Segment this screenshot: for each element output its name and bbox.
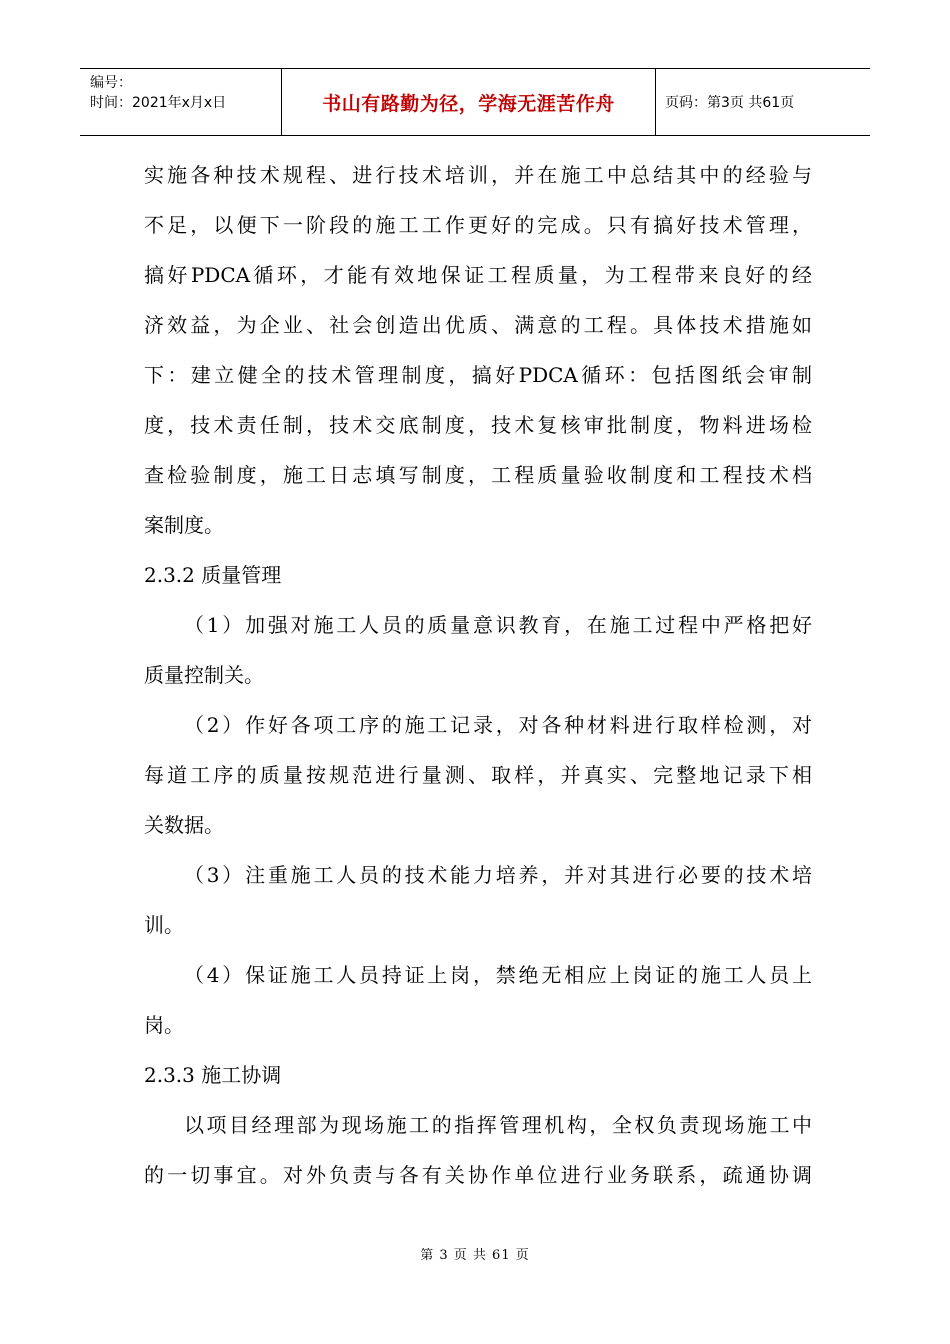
- header-meta-cell: [80, 69, 282, 135]
- text-line: 案制度。: [144, 513, 224, 537]
- text-line: 质量控制关。: [144, 663, 264, 687]
- text-line: 关数据。: [144, 813, 224, 837]
- text-line: 度，技术责任制，技术交底制度，技术复核审批制度，物料进场检: [144, 413, 812, 437]
- section-heading: 2.3.3 施工协调: [144, 1063, 282, 1087]
- text-line: （3）注重施工人员的技术能力培养，并对其进行必要的技术培: [184, 863, 812, 887]
- text-line: 每道工序的质量按规范进行量测、取样，并真实、完整地记录下相: [144, 763, 812, 787]
- number-label: 编号：: [90, 75, 132, 91]
- section-heading: 2.3.2 质量管理: [144, 563, 282, 587]
- page-footer: 第 3 页 共 61 页: [420, 1248, 530, 1263]
- text-line: （4）保证施工人员持证上岗，禁绝无相应上岗证的施工人员上: [184, 963, 812, 987]
- text-line: （2）作好各项工序的施工记录，对各种材料进行取样检测，对: [184, 713, 812, 737]
- text-line: （1）加强对施工人员的质量意识教育，在施工过程中严格把好: [184, 613, 812, 637]
- text-line: 训。: [144, 913, 184, 937]
- text-line: 济效益，为企业、社会创造出优质、满意的工程。具体技术措施如: [144, 313, 812, 337]
- time-label: 时间：2021年x月x日: [90, 95, 227, 111]
- text-line: 不足，以便下一阶段的施工工作更好的完成。只有搞好技术管理，: [144, 213, 812, 237]
- text-line: 实施各种技术规程、进行技术培训，并在施工中总结其中的经验与: [144, 163, 812, 187]
- body-text: [144, 150, 812, 1200]
- header-motto: 书山有路勤为径，学海无涯苦作舟: [282, 69, 656, 135]
- text-line: 的一切事宜。对外负责与各有关协作单位进行业务联系，疏通协调: [144, 1163, 812, 1187]
- text-line: 搞好PDCA循环，才能有效地保证工程质量，为工程带来良好的经: [144, 263, 812, 287]
- text-line: 岗。: [144, 1013, 184, 1037]
- header-page-label: 页码：第3页 共61页: [665, 95, 795, 111]
- text-line: 以项目经理部为现场施工的指挥管理机构，全权负责现场施工中: [184, 1113, 812, 1137]
- header-table: [80, 68, 870, 136]
- text-line: 查检验制度，施工日志填写制度，工程质量验收制度和工程技术档: [144, 463, 812, 487]
- text-line: 下：建立健全的技术管理制度，搞好PDCA循环：包括图纸会审制: [144, 363, 812, 387]
